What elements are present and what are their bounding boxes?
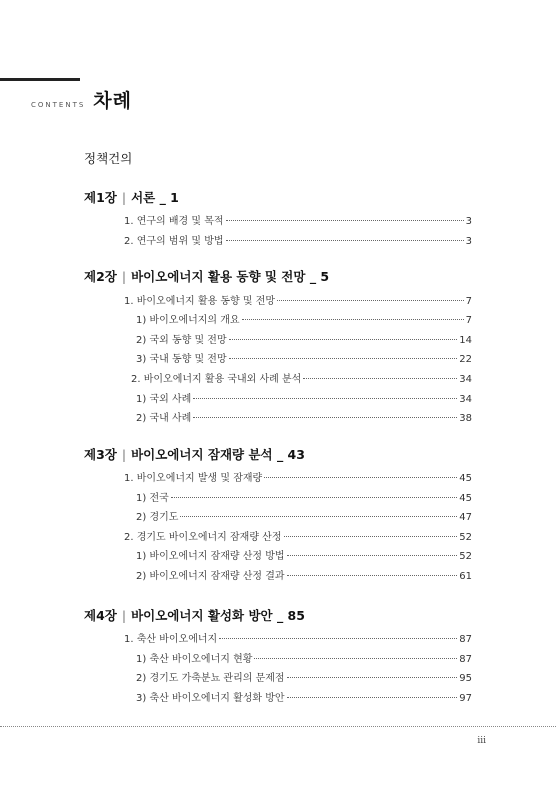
toc-entry[interactable] <box>136 689 472 704</box>
toc-entry-page: 87 <box>459 654 472 665</box>
toc-entry[interactable] <box>136 350 472 365</box>
leader-dots <box>229 339 458 340</box>
chapter-separator: | <box>121 190 127 205</box>
leader-dots <box>171 497 458 498</box>
toc-entry[interactable] <box>136 489 472 504</box>
toc-entry-title: 1) 축산 바이오에너지 현황 <box>136 654 253 665</box>
leader-dots <box>242 319 464 320</box>
toc-entry-page: 97 <box>459 693 472 704</box>
toc-entry-page: 87 <box>459 634 472 645</box>
toc-entry[interactable] <box>136 409 472 424</box>
leader-dots <box>193 398 457 399</box>
toc-entry[interactable] <box>124 630 472 645</box>
toc-entry[interactable] <box>136 650 472 665</box>
chapter-title: 바이오에너지 활용 동향 및 전망 _ 5 <box>131 269 330 284</box>
toc-entry-title: 1. 바이오에너지 활용 동향 및 전망 <box>124 296 276 307</box>
toc-entry[interactable] <box>136 311 472 326</box>
leader-dots <box>226 220 464 221</box>
chapter-title: 서론 _ 1 <box>131 190 179 205</box>
toc-entry-page: 7 <box>465 296 472 307</box>
leader-dots <box>303 378 457 379</box>
toc-entry-page: 52 <box>459 551 472 562</box>
contents-label: CONTENTS <box>31 101 86 109</box>
toc-entry-title: 1) 전국 <box>136 493 169 504</box>
toc-entry[interactable] <box>136 508 472 523</box>
leader-dots <box>229 358 458 359</box>
page-title: 차례 <box>93 90 133 112</box>
toc-entry[interactable] <box>136 567 472 582</box>
toc-entry[interactable] <box>136 331 472 346</box>
chapter-number: 제1장 <box>84 190 117 205</box>
toc-entry-title: 2) 경기도 가축분뇨 관리의 문제점 <box>136 673 285 684</box>
chapter-separator: | <box>121 447 127 462</box>
toc-entry-page: 95 <box>459 673 472 684</box>
leader-dots <box>254 658 457 659</box>
leader-dots <box>287 677 458 678</box>
toc-entry-title: 3) 국내 동향 및 전망 <box>136 354 227 365</box>
toc-entry-title: 1) 바이오에너지의 개요 <box>136 315 240 326</box>
toc-entry-title: 2) 경기도 <box>136 512 179 523</box>
leader-dots <box>277 300 464 301</box>
bottom-dotted-rule <box>0 726 556 727</box>
leader-dots <box>287 575 458 576</box>
toc-entry-title: 1) 바이오에너지 잠재량 산정 방법 <box>136 551 285 562</box>
chapter-4-heading[interactable] <box>84 606 305 624</box>
toc-entry-title: 2) 국외 동향 및 전망 <box>136 335 227 346</box>
chapter-number: 제2장 <box>84 269 117 284</box>
toc-entry[interactable] <box>131 370 472 385</box>
toc-entry-page: 34 <box>459 394 472 405</box>
toc-entry-page: 14 <box>459 335 472 346</box>
toc-entry-page: 7 <box>465 315 472 326</box>
chapter-number: 제3장 <box>84 447 117 462</box>
toc-entry-page: 3 <box>465 236 472 247</box>
leader-dots <box>287 555 458 556</box>
toc-entry-page: 45 <box>459 493 472 504</box>
toc-entry-title: 2) 바이오에너지 잠재량 산정 결과 <box>136 571 285 582</box>
toc-entry-page: 45 <box>459 473 472 484</box>
toc-entry[interactable] <box>124 528 472 543</box>
top-rule <box>0 78 80 81</box>
toc-entry-title: 2. 경기도 바이오에너지 잠재량 산정 <box>124 532 282 543</box>
toc-entry-title: 3) 축산 바이오에너지 활성화 방안 <box>136 693 285 704</box>
page-number: iii <box>477 736 486 746</box>
toc-entry[interactable] <box>124 232 472 247</box>
chapter-title: 바이오에너지 활성화 방안 _ 85 <box>131 608 305 623</box>
toc-entry-title: 2. 연구의 범위 및 방법 <box>124 236 224 247</box>
toc-entry[interactable] <box>136 669 472 684</box>
chapter-3-heading[interactable] <box>84 445 305 463</box>
policy-recommendations-link[interactable]: 정책건의 <box>84 151 133 166</box>
chapter-1-heading[interactable] <box>84 188 179 206</box>
leader-dots <box>264 477 457 478</box>
toc-entry-page: 38 <box>459 413 472 424</box>
toc-entry-page: 52 <box>459 532 472 543</box>
toc-entry-title: 1. 바이오에너지 발생 및 잠재량 <box>124 473 263 484</box>
toc-entry-title: 1. 축산 바이오에너지 <box>124 634 218 645</box>
toc-header <box>31 86 132 113</box>
leader-dots <box>219 638 457 639</box>
toc-entry[interactable] <box>136 547 472 562</box>
leader-dots <box>284 536 458 537</box>
chapter-title: 바이오에너지 잠재량 분석 _ 43 <box>131 447 305 462</box>
toc-entry[interactable] <box>124 212 472 227</box>
chapter-separator: | <box>121 608 127 623</box>
toc-entry-page: 34 <box>459 374 472 385</box>
toc-entry-title: 2. 바이오에너지 활용 국내외 사례 분석 <box>131 374 302 385</box>
chapter-number: 제4장 <box>84 608 117 623</box>
leader-dots <box>193 417 457 418</box>
leader-dots <box>287 697 458 698</box>
chapter-separator: | <box>121 269 127 284</box>
toc-entry-title: 2) 국내 사례 <box>136 413 192 424</box>
toc-entry[interactable] <box>124 292 472 307</box>
toc-entry-page: 22 <box>459 354 472 365</box>
toc-entry-page: 61 <box>459 571 472 582</box>
leader-dots <box>180 516 457 517</box>
chapter-2-heading[interactable] <box>84 267 329 285</box>
toc-entry-page: 47 <box>459 512 472 523</box>
leader-dots <box>226 240 464 241</box>
toc-entry-page: 3 <box>465 216 472 227</box>
toc-entry[interactable] <box>136 390 472 405</box>
toc-entry-title: 1. 연구의 배경 및 목적 <box>124 216 224 227</box>
toc-entry-title: 1) 국외 사례 <box>136 394 192 405</box>
toc-entry[interactable] <box>124 469 472 484</box>
